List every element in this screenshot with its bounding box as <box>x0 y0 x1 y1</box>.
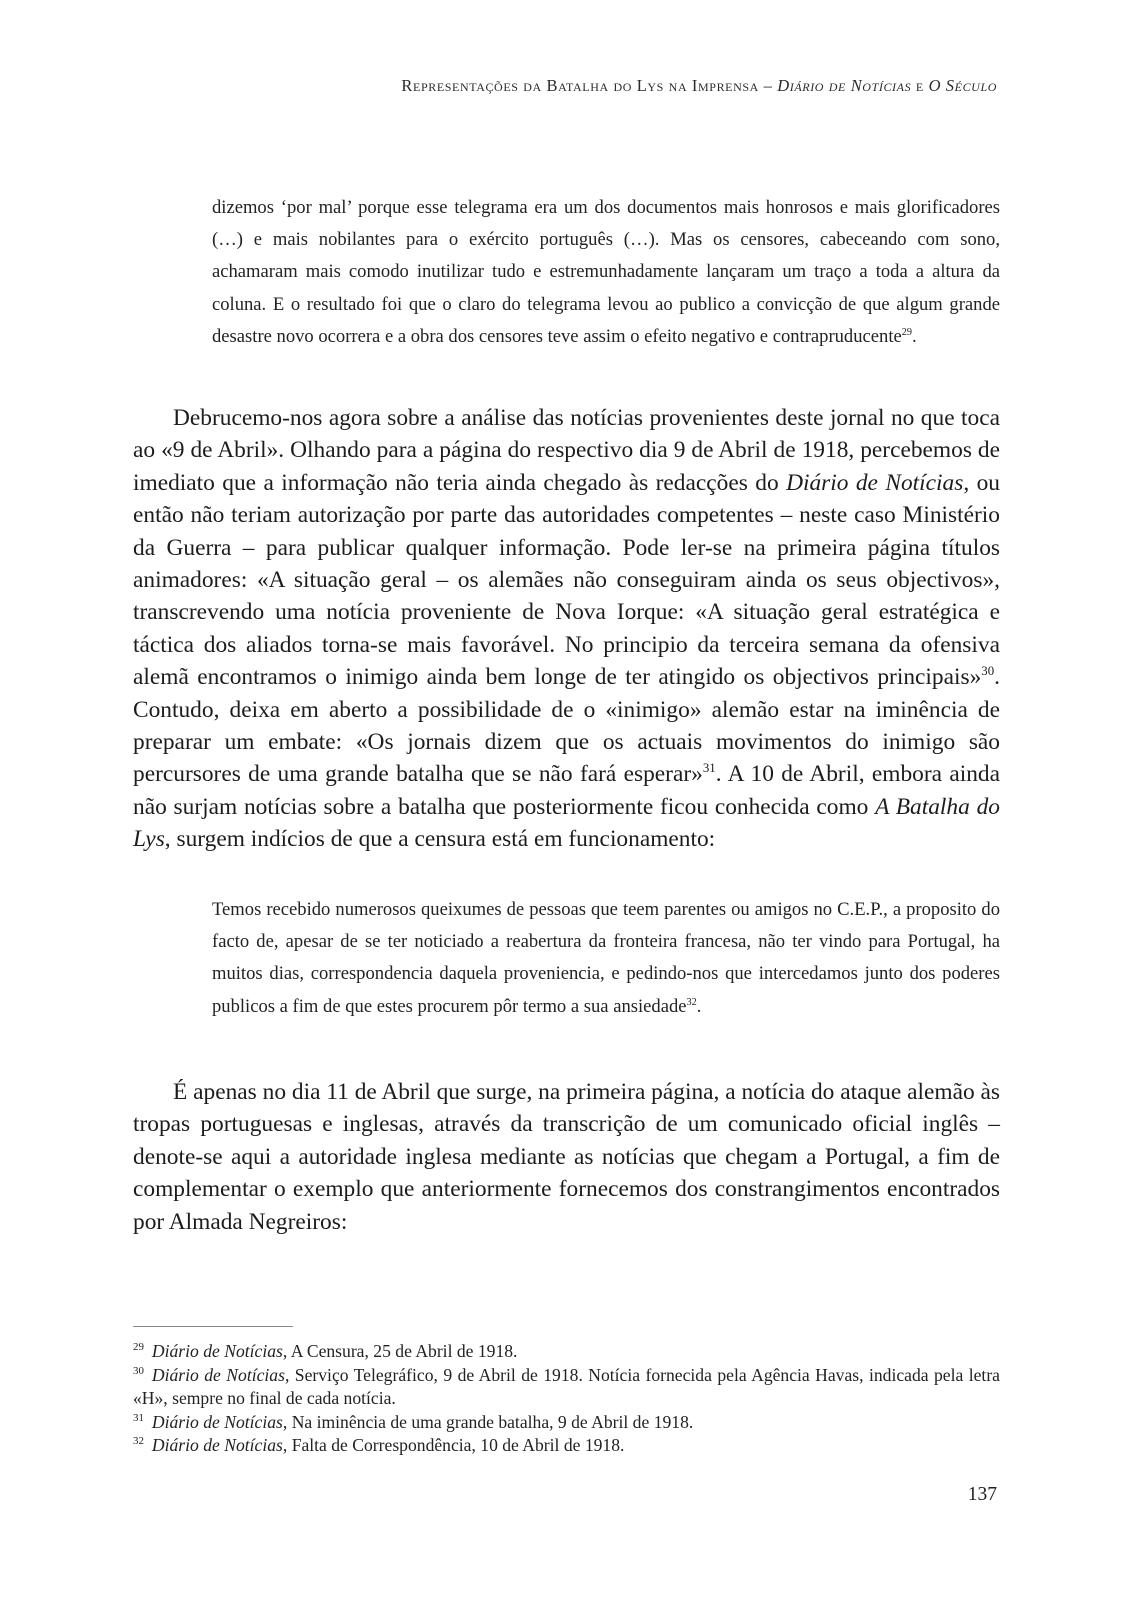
quote-text: dizemos ‘por mal’ porque esse telegrama era um dos documentos mais honrosos e mais glorificadores (…) e mais nobilantes para o exército português (…). Mas os censores, cabeceando com sono, achamaram mais comodo inutilizar tudo e estremunhadamente lançaram um traço a toda a altura da coluna. E o resultado foi que o claro do telegrama levou ao publico a convicção de que algum grande desastre novo ocorrera e a obra dos censores teve assim o efeito negativo e contrapruducente <box>212 197 1000 347</box>
paragraph-text: , surgem indícios de que a censura está em funcionamento: <box>164 826 716 853</box>
footnote-text: , Serviço Telegráfico, 9 de Abril de 1918. Notícia fornecida pela Agência Havas, indicada pela letra «H», sempre no final de cada notícia. <box>133 1364 1000 1408</box>
footnote-number: 29 <box>133 1341 144 1354</box>
page-number: 137 <box>967 1484 997 1505</box>
paragraph-text: . Contudo, deixa em aberto a possibilidade de o «inimigo» alemão estar na iminência de preparar um embate: «Os jornais dizem que os actuais movimentos do inimigo são percursores de uma grande batalha que se não fará esperar» <box>133 664 1000 788</box>
footnote-text: , Na iminência de uma grande batalha, 9 de Abril de 1918. <box>282 1411 694 1432</box>
running-head-conjunction: e <box>911 76 929 95</box>
footnote-number: 32 <box>133 1435 144 1448</box>
footnote-source: Diário de Notícias, <box>151 1341 288 1361</box>
quote-paragraph <box>212 192 1000 353</box>
footnote-number: 31 <box>133 1411 144 1424</box>
quote-text: Temos recebido numerosos queixumes de pessoas que teem parentes ou amigos no C.E.P., a proposito do facto de, apesar de se ter noticiado a reabertura da fronteira francesa, não ter vindo para Portugal, ha muitos dias, correspondencia daquela proveniencia, e pedindo-nos que intercedamos junto dos poderes publicos a fim de que estes procurem pôr termo a sua ansiedade <box>212 899 1000 1017</box>
running-head-title: Representações da Batalha do Lys na Imprensa – <box>401 76 778 95</box>
footnote-32 <box>133 1434 1000 1458</box>
quote-end: . <box>696 995 702 1017</box>
quote-end: . <box>911 325 917 347</box>
running-head-journal-2: O Século <box>928 76 997 95</box>
footnote-ref-30[interactable]: 30 <box>981 664 995 679</box>
footnotes <box>133 1340 1000 1458</box>
battle-title: A Batalha do Lys <box>133 793 1000 853</box>
footnote-31 <box>133 1411 1000 1435</box>
footnote-ref-31[interactable]: 31 <box>702 761 716 776</box>
journal-title: Diário de Notícias <box>786 469 964 496</box>
paragraph-text: . A 10 de Abril, embora ainda não surjam notícias sobre a batalha que posteriormente ficou conhecida como <box>133 761 1000 820</box>
footnote-29 <box>133 1340 1000 1364</box>
paragraph-text: , ou então não teriam autorização por parte das autoridades competentes – neste caso Ministério da Guerra – para publicar qualquer informação. Pode ler-se na primeira página títulos animadores: «A situação geral – os alemães não conseguiram ainda os seus objectivos», transcrevendo uma notícia proveniente de Nova Iorque: «A situação geral estratégica e táctica dos aliados torna-se mais favorável. No principio da terceira semana da ofensiva alemã encontramos o inimigo ainda bem longe de ter atingido os objectivos principais» <box>133 469 1000 691</box>
paragraph-text: Debrucemo-nos agora sobre a análise das notícias provenientes deste jornal no que toca ao «9 de Abril». Olhando para a página do respectivo dia 9 de Abril de 1918, percebemos de imediato que a informação não teria ainda chegado às redacções do <box>133 405 1000 496</box>
footnote-source: Diário de Notícias <box>151 1435 283 1455</box>
quote-paragraph <box>212 894 1000 1023</box>
running-head <box>180 76 997 96</box>
body-paragraph-11-abril: É apenas no dia 11 de Abril que surge, na primeira página, a notícia do ataque alemão às tropas portuguesas e inglesas, através da transcrição de um comunicado oficial inglês – denote-se aqui a autoridade inglesa mediante as notícias que chegam a Portugal, a fim de complementar o exemplo que anteriormente fornecemos dos constrangimentos encontrados por Almada Negreiros: <box>133 1079 1000 1235</box>
footnote-text: , Falta de Correspondência, 10 de Abril de 1918. <box>282 1435 625 1455</box>
footnote-divider <box>133 1326 293 1327</box>
footnote-ref-32[interactable]: 32 <box>686 996 697 1008</box>
footnote-30 <box>133 1364 1000 1411</box>
block-quote-censorship <box>212 192 1000 353</box>
footnote-ref-29[interactable]: 29 <box>901 326 912 338</box>
running-head-journal-1: Diário de Notícias <box>777 76 912 95</box>
block-quote-correspondence <box>212 894 1000 1023</box>
footnote-source: Diário de Notícias <box>151 1364 285 1385</box>
footnote-text: A Censura, 25 de Abril de 1918. <box>287 1341 518 1361</box>
footnote-source: Diário de Notícias <box>151 1411 283 1432</box>
footnote-number: 30 <box>133 1364 144 1377</box>
body-paragraph-9-abril <box>133 402 1000 856</box>
